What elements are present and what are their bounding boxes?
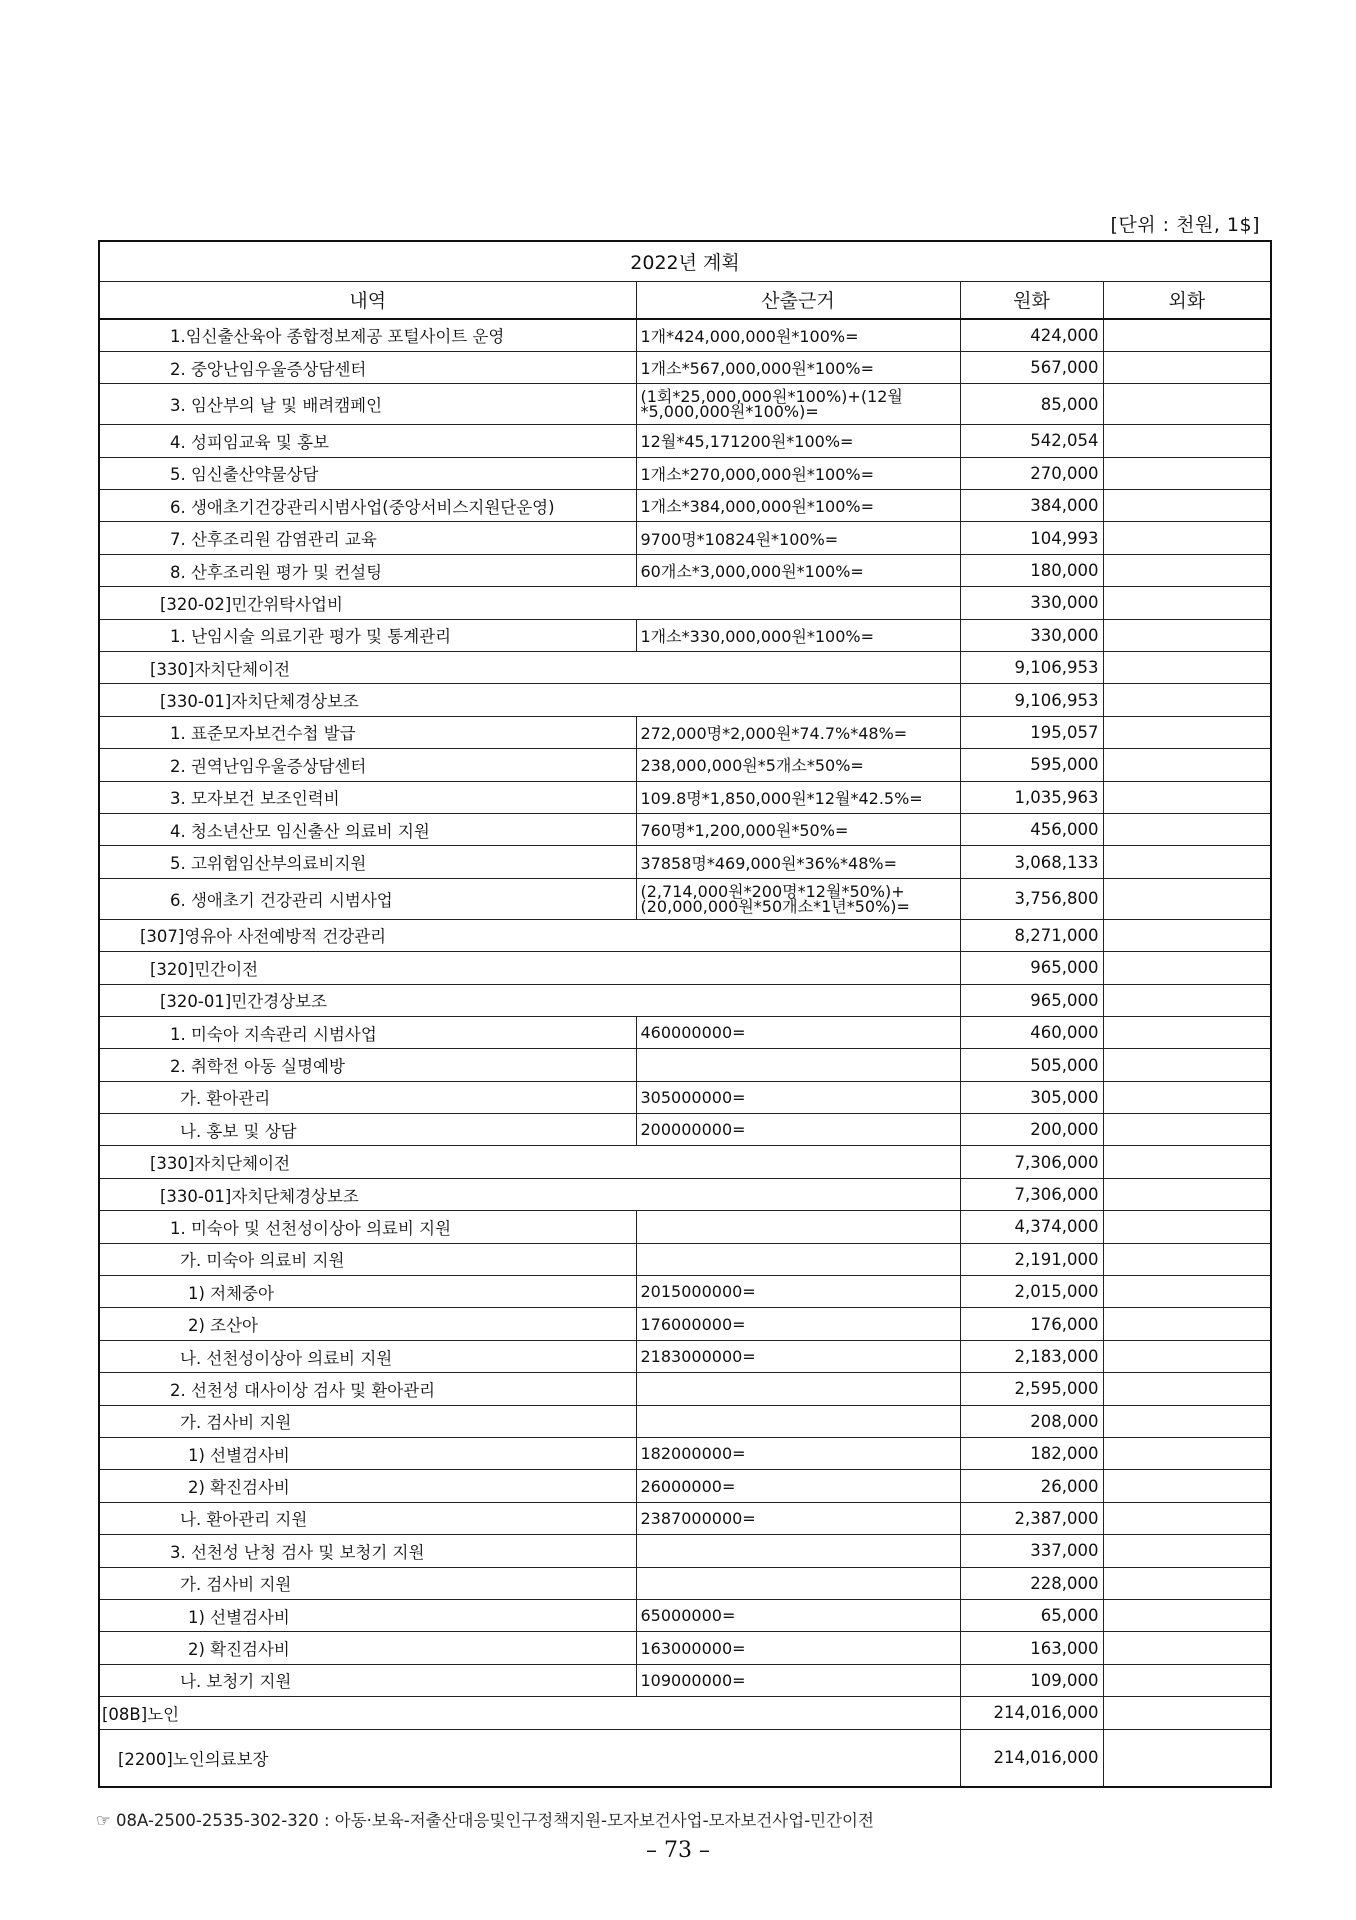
- krw-amount-cell: 85,000: [960, 384, 1103, 425]
- krw-amount-cell: 208,000: [960, 1405, 1103, 1437]
- table-row: [99, 425, 1271, 457]
- fx-amount-cell: [1103, 319, 1271, 351]
- basis-cell: 176000000=: [636, 1308, 960, 1340]
- krw-amount-cell: 595,000: [960, 749, 1103, 781]
- krw-amount-cell: 176,000: [960, 1308, 1103, 1340]
- table-row: [99, 1016, 1271, 1048]
- krw-amount-cell: 2,387,000: [960, 1502, 1103, 1534]
- item-cell: [307]영유아 사전예방적 건강관리: [99, 919, 960, 951]
- basis-cell: [636, 1373, 960, 1405]
- unit-label: [단위 : 천원, 1$]: [1110, 214, 1260, 236]
- fx-amount-cell: [1103, 1178, 1271, 1210]
- item-cell: 나. 보청기 지원: [99, 1664, 636, 1696]
- fx-amount-cell: [1103, 1243, 1271, 1275]
- basis-cell: [636, 1243, 960, 1275]
- fx-amount-cell: [1103, 1340, 1271, 1372]
- item-cell: 나. 환아관리 지원: [99, 1502, 636, 1534]
- item-cell: [330-01]자치단체경상보조: [99, 1178, 960, 1210]
- basis-cell: 65000000=: [636, 1599, 960, 1631]
- item-cell: 7. 산후조리원 감염관리 교육: [99, 522, 636, 554]
- fx-amount-cell: [1103, 490, 1271, 522]
- item-cell: 5. 임신출산약물상담: [99, 457, 636, 489]
- item-cell: 가. 검사비 지원: [99, 1405, 636, 1437]
- krw-amount-cell: 3,068,133: [960, 846, 1103, 878]
- fx-amount-cell: [1103, 1729, 1271, 1787]
- fx-amount-cell: [1103, 652, 1271, 684]
- krw-amount-cell: 200,000: [960, 1114, 1103, 1146]
- table-row: [99, 554, 1271, 586]
- table-body: [99, 319, 1271, 1787]
- table-row: [99, 587, 1271, 619]
- item-cell: 1) 선별검사비: [99, 1438, 636, 1470]
- krw-amount-cell: 195,057: [960, 716, 1103, 748]
- item-cell: 3. 임산부의 날 및 배려캠페인: [99, 384, 636, 425]
- basis-cell: [636, 1567, 960, 1599]
- item-cell: 가. 환아관리: [99, 1081, 636, 1113]
- item-cell: 2. 중앙난임우울증상담센터: [99, 351, 636, 383]
- table-row: [99, 1470, 1271, 1502]
- basis-cell: [636, 1211, 960, 1243]
- fx-amount-cell: [1103, 1049, 1271, 1081]
- item-cell: 나. 홍보 및 상담: [99, 1114, 636, 1146]
- item-column-header: 내역: [99, 281, 636, 319]
- table-row: [99, 1178, 1271, 1210]
- krw-amount-cell: 8,271,000: [960, 919, 1103, 951]
- fx-amount-cell: [1103, 1567, 1271, 1599]
- item-cell: 2. 선천성 대사이상 검사 및 환아관리: [99, 1373, 636, 1405]
- item-cell: 가. 미숙아 의료비 지원: [99, 1243, 636, 1275]
- krw-amount-cell: 9,106,953: [960, 684, 1103, 716]
- table-row: [99, 384, 1271, 425]
- fx-amount-cell: [1103, 846, 1271, 878]
- table-row: [99, 1211, 1271, 1243]
- krw-amount-cell: 460,000: [960, 1016, 1103, 1048]
- fx-amount-cell: [1103, 522, 1271, 554]
- plan-header: 2022년 계획: [99, 241, 1271, 281]
- krw-amount-cell: 2,015,000: [960, 1276, 1103, 1308]
- krw-amount-cell: 2,595,000: [960, 1373, 1103, 1405]
- krw-amount-cell: 3,756,800: [960, 878, 1103, 919]
- krw-amount-cell: 7,306,000: [960, 1146, 1103, 1178]
- krw-amount-cell: 7,306,000: [960, 1178, 1103, 1210]
- krw-amount-cell: 965,000: [960, 984, 1103, 1016]
- basis-cell: 12월*45,171200원*100%=: [636, 425, 960, 457]
- krw-amount-cell: 424,000: [960, 319, 1103, 351]
- table-row: [99, 1567, 1271, 1599]
- krw-amount-cell: 542,054: [960, 425, 1103, 457]
- table-row: [99, 351, 1271, 383]
- table-row: [99, 1114, 1271, 1146]
- item-cell: 6. 생애초기건강관리시범사업(중앙서비스지원단운영): [99, 490, 636, 522]
- item-cell: 1. 난임시술 의료기관 평가 및 통계관리: [99, 619, 636, 651]
- item-cell: 2. 권역난임우울증상담센터: [99, 749, 636, 781]
- krw-amount-cell: 330,000: [960, 587, 1103, 619]
- item-cell: 가. 검사비 지원: [99, 1567, 636, 1599]
- krw-amount-cell: 2,183,000: [960, 1340, 1103, 1372]
- basis-cell: 1개*424,000,000원*100%=: [636, 319, 960, 351]
- table-row: [99, 684, 1271, 716]
- table-row: [99, 1599, 1271, 1631]
- table-row: [99, 813, 1271, 845]
- basis-cell: 2387000000=: [636, 1502, 960, 1534]
- fx-amount-cell: [1103, 425, 1271, 457]
- fx-amount-cell: [1103, 1697, 1271, 1729]
- basis-cell: [636, 1049, 960, 1081]
- basis-cell: 460000000=: [636, 1016, 960, 1048]
- item-cell: 1.임신출산육아 종합정보제공 포털사이트 운영: [99, 319, 636, 351]
- krw-amount-cell: 1,035,963: [960, 781, 1103, 813]
- item-cell: 2) 확진검사비: [99, 1470, 636, 1502]
- item-cell: 2. 취학전 아동 실명예방: [99, 1049, 636, 1081]
- fx-amount-cell: [1103, 1405, 1271, 1437]
- basis-cell: 760명*1,200,000원*50%=: [636, 813, 960, 845]
- basis-cell: 9700명*10824원*100%=: [636, 522, 960, 554]
- table-row: [99, 1405, 1271, 1437]
- basis-cell: 60개소*3,000,000원*100%=: [636, 554, 960, 586]
- fx-amount-cell: [1103, 1373, 1271, 1405]
- fx-amount-cell: [1103, 457, 1271, 489]
- fx-amount-cell: [1103, 384, 1271, 425]
- basis-cell: 163000000=: [636, 1632, 960, 1664]
- table-row: [99, 716, 1271, 748]
- basis-column-header: 산출근거: [636, 281, 960, 319]
- fx-amount-cell: [1103, 919, 1271, 951]
- basis-cell: [636, 1405, 960, 1437]
- table-row: [99, 522, 1271, 554]
- table-row: [99, 1243, 1271, 1275]
- item-cell: 4. 성피임교육 및 홍보: [99, 425, 636, 457]
- krw-amount-cell: 65,000: [960, 1599, 1103, 1631]
- item-cell: 1. 미숙아 및 선천성이상아 의료비 지원: [99, 1211, 636, 1243]
- table-row: [99, 1081, 1271, 1113]
- krw-amount-cell: 104,993: [960, 522, 1103, 554]
- table-row: [99, 1632, 1271, 1664]
- item-cell: 3. 모자보건 보조인력비: [99, 781, 636, 813]
- basis-cell: (1회*25,000,000원*100%)+(12월*5,000,000원*100%)=: [636, 384, 960, 425]
- basis-cell: 109.8명*1,850,000원*12월*42.5%=: [636, 781, 960, 813]
- table-row: [99, 749, 1271, 781]
- fx-amount-cell: [1103, 1599, 1271, 1631]
- fx-amount-cell: [1103, 1276, 1271, 1308]
- item-cell: [320]민간이전: [99, 952, 960, 984]
- fx-amount-cell: [1103, 1535, 1271, 1567]
- krw-amount-cell: 456,000: [960, 813, 1103, 845]
- basis-cell: 1개소*567,000,000원*100%=: [636, 351, 960, 383]
- item-cell: 2) 확진검사비: [99, 1632, 636, 1664]
- fx-amount-cell: [1103, 716, 1271, 748]
- item-cell: 5. 고위험임산부의료비지원: [99, 846, 636, 878]
- item-cell: 1) 저체중아: [99, 1276, 636, 1308]
- fx-amount-cell: [1103, 1211, 1271, 1243]
- basis-cell: (2,714,000원*200명*12월*50%)+(20,000,000원*50개소*1년*50%)=: [636, 878, 960, 919]
- basis-cell: 2015000000=: [636, 1276, 960, 1308]
- item-cell: 4. 청소년산모 임신출산 의료비 지원: [99, 813, 636, 845]
- fx-amount-cell: [1103, 619, 1271, 651]
- basis-cell: 109000000=: [636, 1664, 960, 1696]
- fx-amount-cell: [1103, 684, 1271, 716]
- item-cell: [320-01]민간경상보조: [99, 984, 960, 1016]
- table-row: [99, 1373, 1271, 1405]
- item-cell: 1) 선별검사비: [99, 1599, 636, 1631]
- fx-amount-cell: [1103, 1438, 1271, 1470]
- fx-amount-cell: [1103, 984, 1271, 1016]
- item-cell: 1. 미숙아 지속관리 시범사업: [99, 1016, 636, 1048]
- item-cell: [330]자치단체이전: [99, 1146, 960, 1178]
- fx-amount-cell: [1103, 749, 1271, 781]
- krw-amount-cell: 505,000: [960, 1049, 1103, 1081]
- basis-cell: 182000000=: [636, 1438, 960, 1470]
- table-row: [99, 1664, 1271, 1696]
- basis-cell: 1개소*330,000,000원*100%=: [636, 619, 960, 651]
- krw-column-header: 원화: [960, 281, 1103, 319]
- item-cell: 6. 생애초기 건강관리 시범사업: [99, 878, 636, 919]
- item-cell: [320-02]민간위탁사업비: [99, 587, 960, 619]
- table-row: [99, 1146, 1271, 1178]
- table-row: [99, 1308, 1271, 1340]
- krw-amount-cell: 330,000: [960, 619, 1103, 651]
- table-row: [99, 1502, 1271, 1534]
- table-row: [99, 319, 1271, 351]
- table-row: [99, 457, 1271, 489]
- krw-amount-cell: 384,000: [960, 490, 1103, 522]
- table-row: [99, 1535, 1271, 1567]
- krw-amount-cell: 337,000: [960, 1535, 1103, 1567]
- basis-cell: 1개소*270,000,000원*100%=: [636, 457, 960, 489]
- krw-amount-cell: 182,000: [960, 1438, 1103, 1470]
- fx-amount-cell: [1103, 1308, 1271, 1340]
- krw-amount-cell: 163,000: [960, 1632, 1103, 1664]
- krw-amount-cell: 214,016,000: [960, 1697, 1103, 1729]
- item-cell: [2200]노인의료보장: [99, 1729, 960, 1787]
- fx-amount-cell: [1103, 1081, 1271, 1113]
- krw-amount-cell: 270,000: [960, 457, 1103, 489]
- table-row: [99, 878, 1271, 919]
- item-cell: 나. 선천성이상아 의료비 지원: [99, 1340, 636, 1372]
- basis-cell: 272,000명*2,000원*74.7%*48%=: [636, 716, 960, 748]
- table-row: [99, 952, 1271, 984]
- fx-amount-cell: [1103, 1470, 1271, 1502]
- fx-amount-cell: [1103, 1146, 1271, 1178]
- krw-amount-cell: 9,106,953: [960, 652, 1103, 684]
- basis-cell: 1개소*384,000,000원*100%=: [636, 490, 960, 522]
- fx-amount-cell: [1103, 1664, 1271, 1696]
- table-row: [99, 490, 1271, 522]
- basis-cell: 200000000=: [636, 1114, 960, 1146]
- fx-amount-cell: [1103, 587, 1271, 619]
- item-cell: 8. 산후조리원 평가 및 컨설팅: [99, 554, 636, 586]
- table-row: [99, 984, 1271, 1016]
- table-row: [99, 1276, 1271, 1308]
- fx-amount-cell: [1103, 952, 1271, 984]
- basis-cell: 37858명*469,000원*36%*48%=: [636, 846, 960, 878]
- item-cell: [330-01]자치단체경상보조: [99, 684, 960, 716]
- basis-cell: [636, 1535, 960, 1567]
- fx-amount-cell: [1103, 1016, 1271, 1048]
- krw-amount-cell: 214,016,000: [960, 1729, 1103, 1787]
- item-cell: 1. 표준모자보건수첩 발급: [99, 716, 636, 748]
- fx-amount-cell: [1103, 781, 1271, 813]
- krw-amount-cell: 4,374,000: [960, 1211, 1103, 1243]
- basis-cell: 238,000,000원*5개소*50%=: [636, 749, 960, 781]
- krw-amount-cell: 228,000: [960, 1567, 1103, 1599]
- table-row: [99, 1340, 1271, 1372]
- fx-amount-cell: [1103, 1632, 1271, 1664]
- fx-amount-cell: [1103, 351, 1271, 383]
- krw-amount-cell: 109,000: [960, 1664, 1103, 1696]
- krw-amount-cell: 567,000: [960, 351, 1103, 383]
- table-row: [99, 919, 1271, 951]
- table-row: [99, 1438, 1271, 1470]
- fx-amount-cell: [1103, 554, 1271, 586]
- table-row: [99, 781, 1271, 813]
- krw-amount-cell: 305,000: [960, 1081, 1103, 1113]
- basis-cell: 26000000=: [636, 1470, 960, 1502]
- table-row: [99, 1697, 1271, 1729]
- item-cell: 3. 선천성 난청 검사 및 보청기 지원: [99, 1535, 636, 1567]
- krw-amount-cell: 2,191,000: [960, 1243, 1103, 1275]
- fx-amount-cell: [1103, 1502, 1271, 1534]
- table-row: [99, 619, 1271, 651]
- fx-amount-cell: [1103, 813, 1271, 845]
- fx-amount-cell: [1103, 1114, 1271, 1146]
- item-cell: 2) 조산아: [99, 1308, 636, 1340]
- page-number: – 73 –: [646, 1838, 710, 1863]
- item-cell: [330]자치단체이전: [99, 652, 960, 684]
- table-row: [99, 652, 1271, 684]
- basis-cell: 2183000000=: [636, 1340, 960, 1372]
- item-cell: [08B]노인: [99, 1697, 960, 1729]
- fx-column-header: 외화: [1103, 281, 1271, 319]
- table-row: [99, 846, 1271, 878]
- footnote: ☞ 08A-2500-2535-302-320 : 아동·보육-저출산대응및인구정책지원-모자보건사업-모자보건사업-민간이전: [96, 1811, 874, 1830]
- basis-cell: 305000000=: [636, 1081, 960, 1113]
- fx-amount-cell: [1103, 878, 1271, 919]
- krw-amount-cell: 26,000: [960, 1470, 1103, 1502]
- krw-amount-cell: 965,000: [960, 952, 1103, 984]
- budget-table: [98, 240, 1272, 1788]
- table-row: [99, 1049, 1271, 1081]
- krw-amount-cell: 180,000: [960, 554, 1103, 586]
- table-row: [99, 1729, 1271, 1787]
